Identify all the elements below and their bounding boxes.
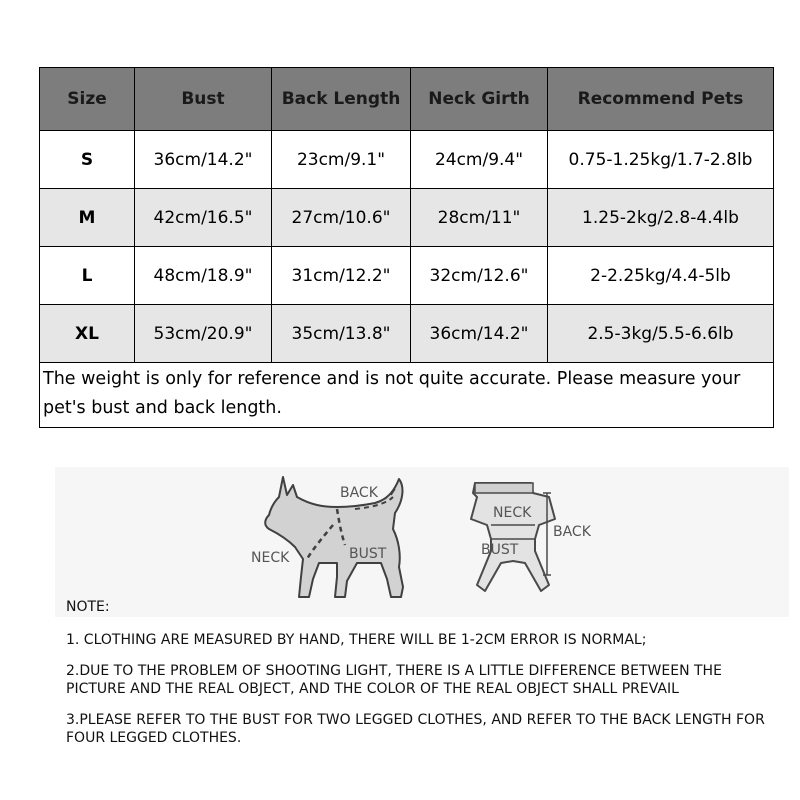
cell-neck-girth: 24cm/9.4": [411, 131, 548, 189]
table-row: [40, 131, 774, 189]
cell-bust: 48cm/18.9": [135, 247, 272, 305]
garment-outline-icon: [471, 483, 555, 591]
garment-bust-label: BUST: [481, 542, 519, 558]
cell-neck-girth: 28cm/11": [411, 189, 548, 247]
note-item: 1. CLOTHING ARE MEASURED BY HAND, THERE WILL BE 1-2CM ERROR IS NORMAL;: [66, 632, 647, 648]
table-row: [40, 305, 774, 363]
header-back-length: Back Length: [272, 68, 411, 131]
table-header-row: [40, 68, 774, 131]
note-item: 3.PLEASE REFER TO THE BUST FOR TWO LEGGED CLOTHES, AND REFER TO THE BACK LENGTH FOR FOUR LEGGED CLOTHES.: [66, 712, 765, 746]
table-row: [40, 189, 774, 247]
cell-recommend-pets: 1.25-2kg/2.8-4.4lb: [548, 189, 774, 247]
cell-size: S: [40, 131, 135, 189]
cell-neck-girth: 32cm/12.6": [411, 247, 548, 305]
header-size: Size: [40, 68, 135, 131]
garment-back-label: BACK: [553, 524, 591, 540]
size-chart-table: [39, 67, 774, 428]
dog-silhouette-icon: [265, 477, 403, 597]
cell-recommend-pets: 2.5-3kg/5.5-6.6lb: [548, 305, 774, 363]
cell-back-length: 31cm/12.2": [272, 247, 411, 305]
header-neck-girth: Neck Girth: [411, 68, 548, 131]
cell-back-length: 23cm/9.1": [272, 131, 411, 189]
cell-size: XL: [40, 305, 135, 363]
garment-neck-label: NECK: [493, 505, 532, 521]
dog-neck-label: NECK: [251, 550, 290, 566]
cell-back-length: 27cm/10.6": [272, 189, 411, 247]
notes-title: NOTE:: [66, 599, 110, 615]
cell-size: M: [40, 189, 135, 247]
dog-bust-label: BUST: [349, 546, 387, 562]
cell-recommend-pets: 0.75-1.25kg/1.7-2.8lb: [548, 131, 774, 189]
note-item: 2.DUE TO THE PROBLEM OF SHOOTING LIGHT, THERE IS A LITTLE DIFFERENCE BETWEEN THE PICTURE AND THE REAL OBJECT, AND THE COLOR OF THE REAL OBJECT SHALL PREVAIL: [66, 663, 722, 697]
cell-back-length: 35cm/13.8": [272, 305, 411, 363]
measurement-diagram: [55, 467, 789, 617]
cell-neck-girth: 36cm/14.2": [411, 305, 548, 363]
table-note-row: [40, 363, 774, 428]
cell-bust: 53cm/20.9": [135, 305, 272, 363]
table-row: [40, 247, 774, 305]
cell-bust: 36cm/14.2": [135, 131, 272, 189]
header-bust: Bust: [135, 68, 272, 131]
cell-recommend-pets: 2-2.25kg/4.4-5lb: [548, 247, 774, 305]
measurement-guide: [55, 467, 789, 617]
dog-back-label: BACK: [340, 485, 378, 501]
table-note: The weight is only for reference and is not quite accurate. Please measure your pet's bust and back length.: [40, 363, 774, 428]
cell-bust: 42cm/16.5": [135, 189, 272, 247]
notes-section: [66, 598, 766, 760]
cell-size: L: [40, 247, 135, 305]
header-recommend-pets: Recommend Pets: [548, 68, 774, 131]
